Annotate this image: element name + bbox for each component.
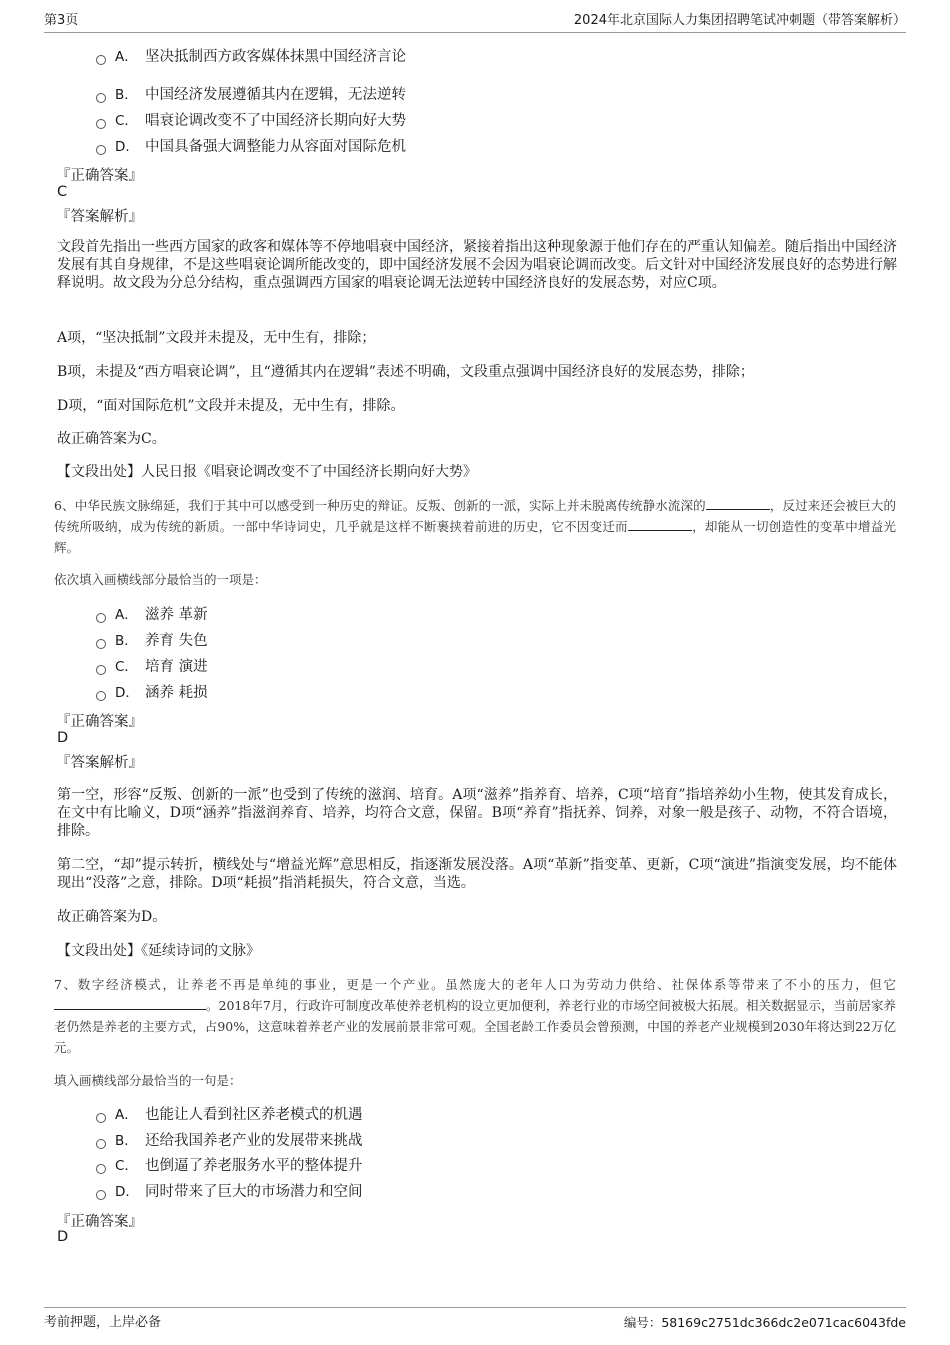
- q6-option-b[interactable]: B． 养育 失色: [96, 630, 208, 652]
- radio-icon[interactable]: [96, 1113, 106, 1123]
- radio-icon[interactable]: [96, 145, 106, 155]
- q5-option-c[interactable]: C． 唱衰论调改变不了中国经济长期向好大势: [96, 110, 406, 132]
- q5-answer-label: 『正确答案』: [56, 168, 143, 184]
- q5-analysis-b: B项，未提及“西方唱衰论调”，且“遵循其内在逻辑”表述不明确，文段重点强调中国经济良好的发展态势，排除；: [57, 364, 754, 380]
- q6-analysis-conclusion: 故正确答案为D。: [57, 909, 167, 925]
- q7-option-a[interactable]: A． 也能让人看到社区养老模式的机遇: [96, 1104, 363, 1126]
- q7-prompt: 填入画横线部分最恰当的一句是：: [54, 1073, 242, 1088]
- radio-icon[interactable]: [96, 119, 106, 129]
- q5-analysis-a: A项，“坚决抵制”文段并未提及，无中生有，排除；: [57, 330, 376, 346]
- fill-blank: [706, 497, 770, 510]
- q7-option-d[interactable]: D． 同时带来了巨大的市场潜力和空间: [96, 1181, 363, 1203]
- option-text: 涵养 耗损: [145, 685, 208, 701]
- q7-option-b[interactable]: B． 还给我国养老产业的发展带来挑战: [96, 1130, 363, 1152]
- q5-option-a[interactable]: A． 坚决抵制西方政客媒体抹黑中国经济言论: [96, 46, 406, 68]
- q6-analysis-first-blank: 第一空，形容“反叛、创新的一派”也受到了传统的滋润、培育。A项“滋养”指养育、培养，C项“培育”指培养幼小生物，使其发育成长，在文中有比喻义，D项“涵养”指滋润养育、培养，均符合文意，保留。B项“养育”指抚养、饲养，对象一般是孩子、动物，不符合语境，排除。: [57, 787, 897, 839]
- page-footer: [44, 1307, 906, 1338]
- q7-answer: D: [57, 1229, 69, 1245]
- radio-icon[interactable]: [96, 1139, 106, 1149]
- q5-option-d[interactable]: D． 中国具备强大调整能力从容面对国际危机: [96, 136, 406, 158]
- q6-analysis-second-blank: 第二空，“却”提示转折，横线处与“增益光辉”意思相反，指逐渐发展没落。A项“革新”指变革、更新，C项“演进”指演变发展，均不能体现出“没落”之意，排除。D项“耗损”指消耗损失，符合文意，当选。: [57, 857, 897, 891]
- q6-option-a[interactable]: A． 滋养 革新: [96, 604, 208, 626]
- q6-answer: D: [57, 730, 69, 746]
- option-text: 同时带来了巨大的市场潜力和空间: [145, 1184, 363, 1200]
- q6-answer-label: 『正确答案』: [56, 714, 143, 730]
- option-text: 唱衰论调改变不了中国经济长期向好大势: [145, 113, 406, 129]
- option-text: 滋养 革新: [145, 607, 208, 623]
- option-text: 也能让人看到社区养老模式的机遇: [145, 1107, 363, 1123]
- radio-icon[interactable]: [96, 1190, 106, 1200]
- option-text: 坚决抵制西方政客媒体抹黑中国经济言论: [145, 49, 406, 65]
- fill-blank: [628, 518, 692, 531]
- footer-slogan: 考前押题，上岸必备: [44, 1315, 162, 1330]
- radio-icon[interactable]: [96, 1164, 106, 1174]
- q5-analysis-conclusion: 故正确答案为C。: [57, 431, 166, 447]
- page-header: [44, 10, 906, 33]
- option-text: 养育 失色: [145, 633, 208, 649]
- q5-analysis-paragraph: 文段首先指出一些西方国家的政客和媒体等不停地唱衰中国经济，紧接着指出这种现象源于他们存在的严重认知偏差。随后指出中国经济发展有其自身规律，不是这些唱衰论调所能改变的，即中国经济发展不会因为唱衰论调而改变。后文针对中国经济发展良好的态势进行解释说明。故文段为分总分结构，重点强调西方国家的唱衰论调无法逆转中国经济良好的发展态势，对应C项。: [57, 239, 897, 291]
- radio-icon[interactable]: [96, 93, 106, 103]
- q5-option-b[interactable]: B． 中国经济发展遵循其内在逻辑，无法逆转: [96, 84, 406, 106]
- q6-prompt: 依次填入画横线部分最恰当的一项是：: [54, 572, 267, 587]
- radio-icon[interactable]: [96, 665, 106, 675]
- option-text: 中国具备强大调整能力从容面对国际危机: [145, 139, 406, 155]
- q5-analysis-label: 『答案解析』: [56, 209, 143, 225]
- q6-option-c[interactable]: C． 培育 演进: [96, 656, 208, 678]
- q5-source: 【文段出处】人民日报《唱衰论调改变不了中国经济长期向好大势》: [57, 464, 477, 480]
- q7-stem: 7、数字经济模式，让养老不再是单纯的事业，更是一个产业。虽然庞大的老年人口为劳动力供给、社保体系等带来了不小的压力，但它。2018年7月，行政许可制度改革使养老机构的设立更加便利，养老行业的市场空间被极大拓展。相关数据显示，当前居家养老仍然是养老的主要方式，占90%，这意味着养老产业的发展前景非常可观。全国老龄工作委员会曾预测，中国的养老产业规模到2030年将达到22万亿元。: [54, 977, 896, 1055]
- q7-option-c[interactable]: C． 也倒逼了养老服务水平的整体提升: [96, 1155, 363, 1177]
- option-text: 还给我国养老产业的发展带来挑战: [145, 1133, 363, 1149]
- radio-icon[interactable]: [96, 691, 106, 701]
- radio-icon[interactable]: [96, 55, 106, 65]
- option-text: 中国经济发展遵循其内在逻辑，无法逆转: [145, 87, 406, 103]
- page-number: 第3页: [44, 13, 79, 28]
- q6-stem: 6、中华民族文脉绵延，我们于其中可以感受到一种历史的辩证。反叛、创新的一派，实际上并未脱离传统静水流深的 ，反过来还会被巨大的传统所吸纳，成为传统的新质。一部中华诗词史，几乎就是这样不断裹挟着前进的历史，它不因变迁而 ，却能从一切创造性的变革中增益光辉。: [54, 498, 896, 555]
- option-text: 也倒逼了养老服务水平的整体提升: [145, 1158, 363, 1174]
- q6-analysis-label: 『答案解析』: [56, 755, 143, 771]
- document-title: 2024年北京国际人力集团招聘笔试冲刺题（带答案解析）: [573, 13, 906, 28]
- q7-answer-label: 『正确答案』: [56, 1214, 143, 1230]
- q6-source: 【文段出处】《延续诗词的文脉》: [57, 943, 260, 959]
- q6-option-d[interactable]: D． 涵养 耗损: [96, 682, 208, 704]
- fill-blank: [54, 997, 206, 1010]
- q5-answer: C: [57, 184, 68, 200]
- document-code: 编号：58169c2751dc366dc2e071cac6043fde: [623, 1315, 906, 1330]
- radio-icon[interactable]: [96, 613, 106, 623]
- radio-icon[interactable]: [96, 639, 106, 649]
- option-text: 培育 演进: [145, 659, 208, 675]
- q5-analysis-d: D项，“面对国际危机”文段并未提及，无中生有，排除。: [57, 398, 405, 414]
